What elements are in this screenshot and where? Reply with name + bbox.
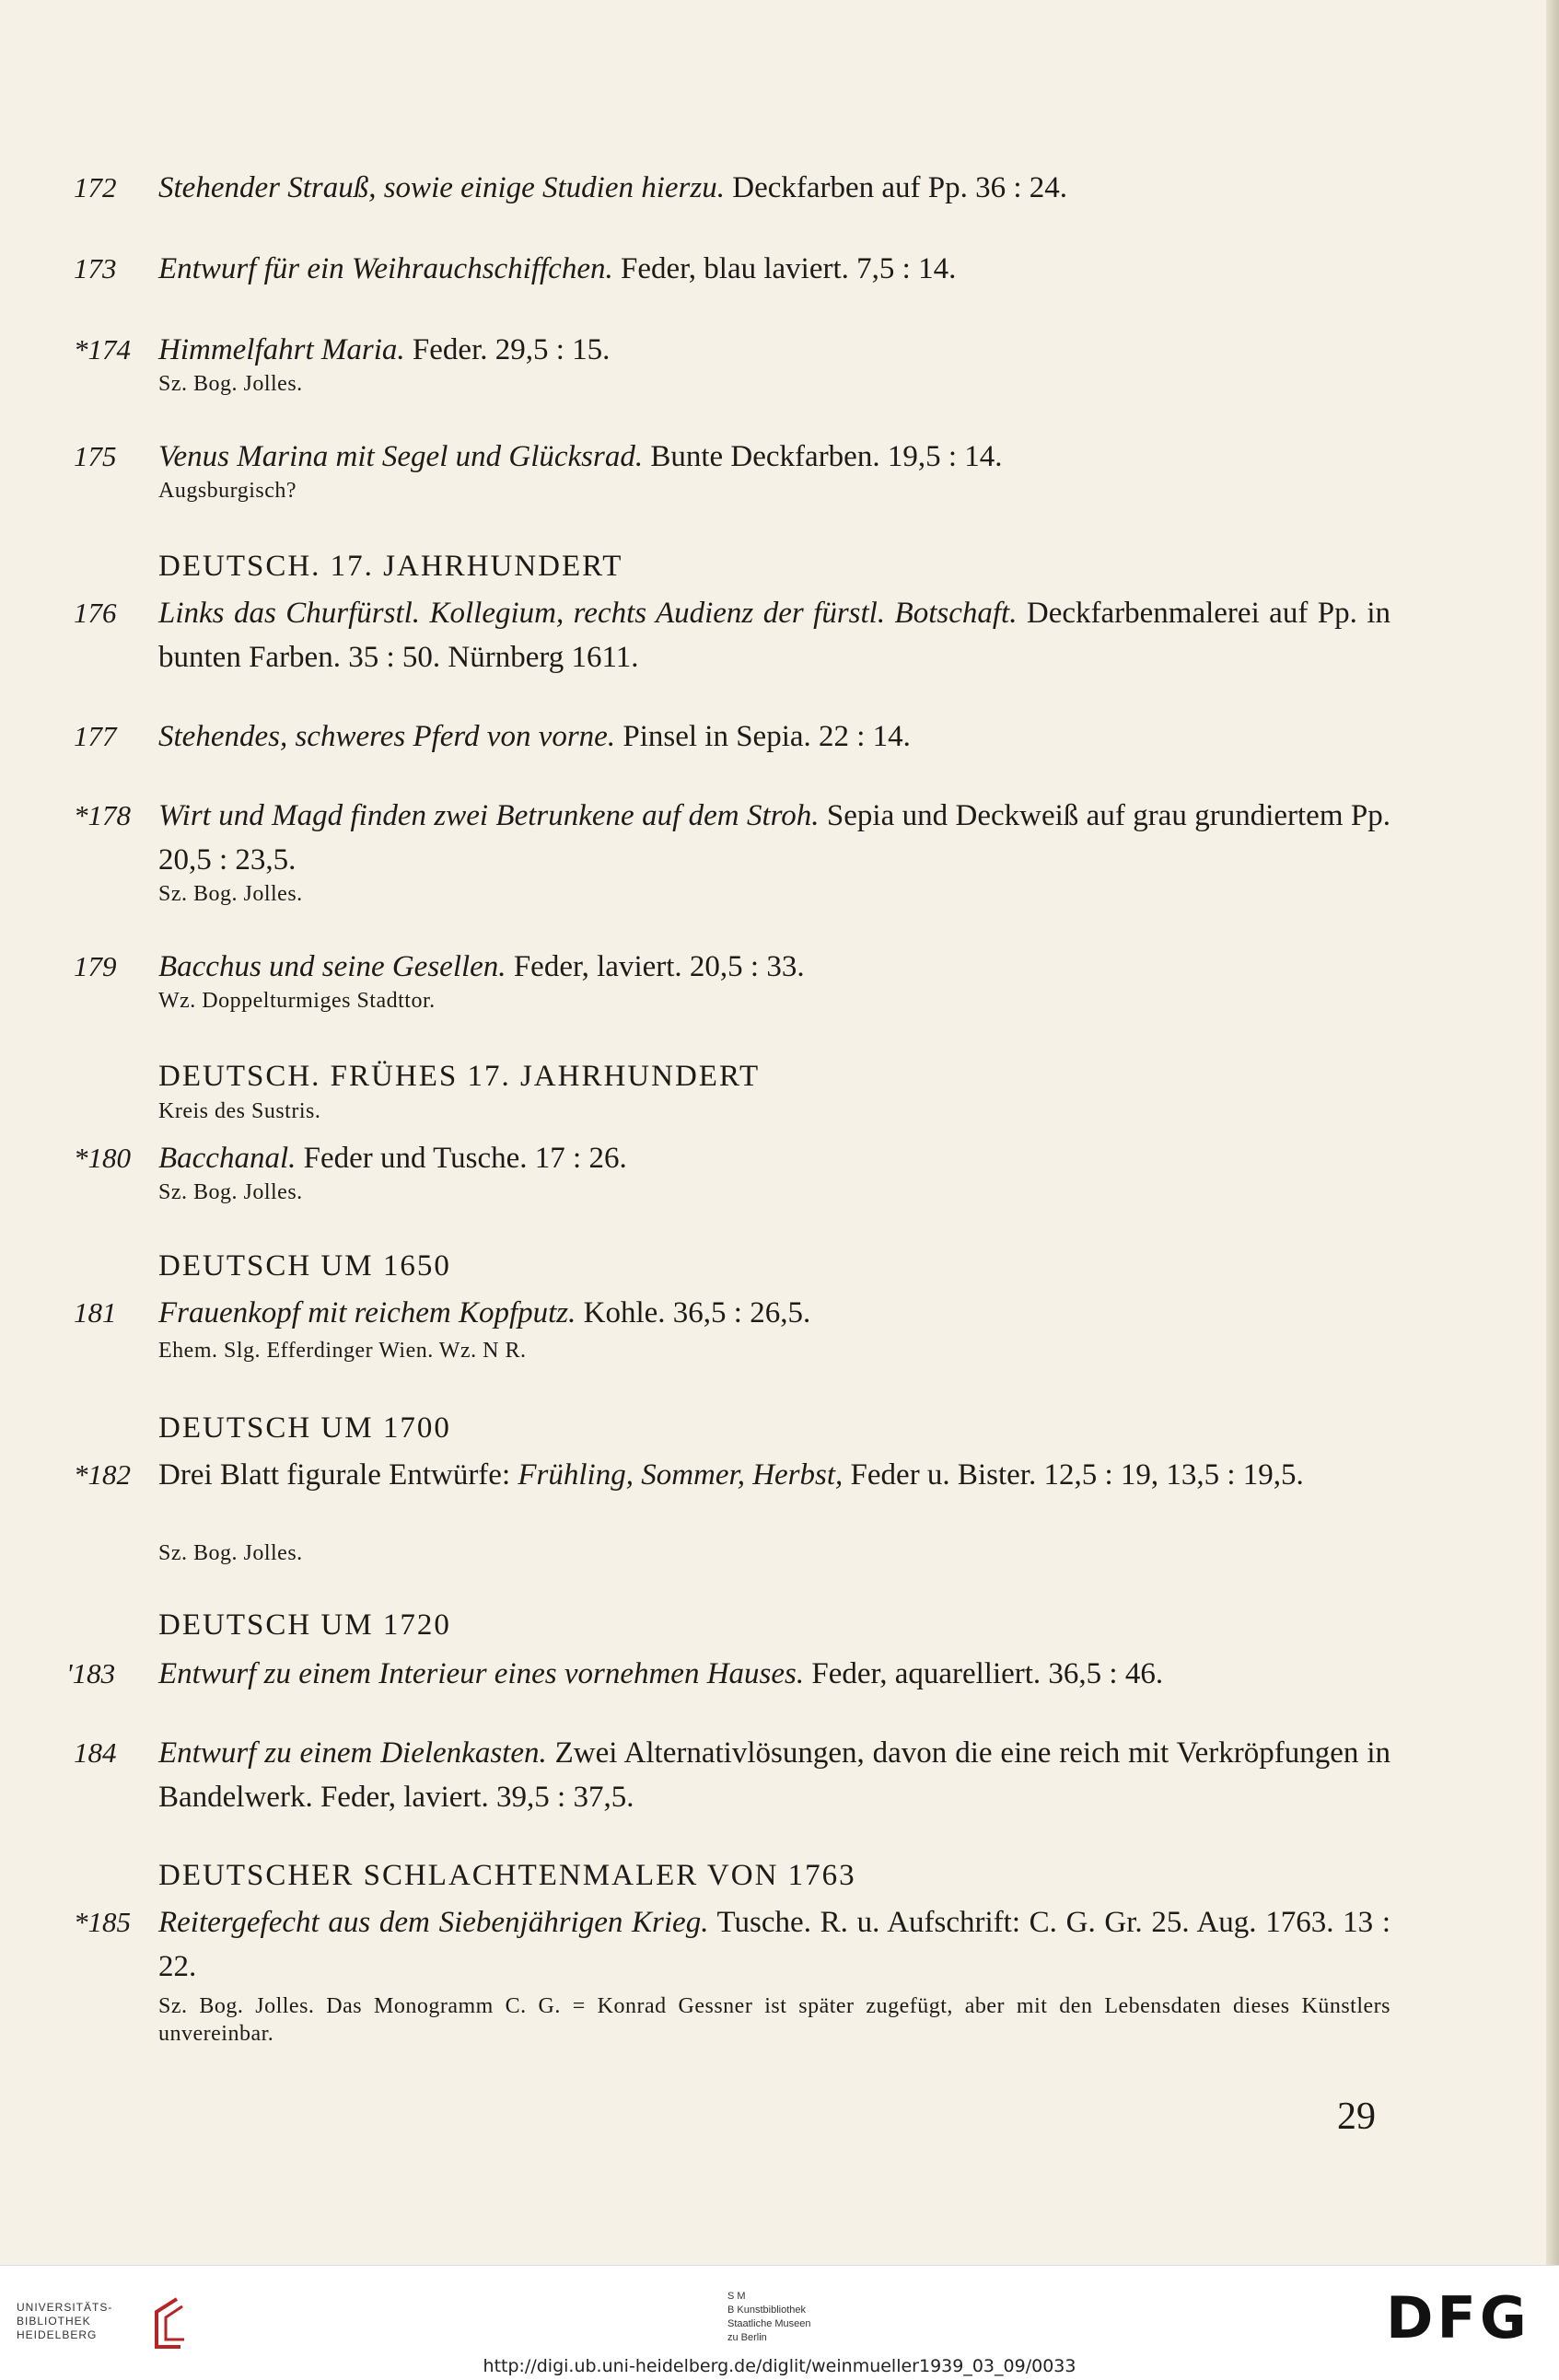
page-number: 29 bbox=[1337, 2096, 1376, 2138]
entry-number: 173 bbox=[74, 252, 117, 284]
entry-title: Entwurf für ein Weihrauchschiffchen. bbox=[158, 252, 613, 285]
entry-details: Tusche. R. u. Aufschrift: C. G. Gr. 25. Aug. 1763. 13 : 22. bbox=[158, 1906, 1390, 1983]
entry-note: Sz. Bog. Jolles. bbox=[158, 1541, 303, 1565]
entry-title: Links das Churfürstl. Kollegium, rechts Audienz der fürstl. Botschaft. bbox=[158, 597, 1018, 630]
entry-text bbox=[158, 1652, 1390, 1696]
university-logo-icon[interactable] bbox=[140, 2293, 195, 2352]
smb-line: S M bbox=[727, 2291, 746, 2302]
entry-number: 177 bbox=[74, 720, 117, 752]
entry-note: Sz. Bog. Jolles. Das Monogramm C. G. = Konrad Gessner ist später zugefügt, aber mit den Lebensdaten dieses Künstlers unvereinbar. bbox=[158, 1994, 1390, 2046]
entry-text bbox=[158, 945, 1390, 989]
entry-title: Bacchanal. bbox=[158, 1142, 297, 1175]
uni-line: BIBLIOTHEK bbox=[17, 2315, 91, 2328]
entry-number: *185 bbox=[74, 1906, 131, 1938]
entry-prefix: Drei Blatt figurale Entwürfe: bbox=[158, 1458, 518, 1492]
section-heading: DEUTSCH UM 1700 bbox=[158, 1411, 451, 1445]
entry-text bbox=[158, 435, 1390, 479]
entry-note: Augsburgisch? bbox=[158, 479, 297, 503]
section-heading: DEUTSCH UM 1650 bbox=[158, 1249, 451, 1283]
entry-text bbox=[158, 1136, 1390, 1180]
section-heading: DEUTSCH UM 1720 bbox=[158, 1608, 451, 1642]
smb-line: B Kunstbibliothek bbox=[727, 2305, 806, 2316]
smb-line: Staatliche Museen bbox=[727, 2318, 811, 2329]
entry-text bbox=[158, 247, 1390, 291]
entry-number: *178 bbox=[74, 799, 131, 831]
entry-details: Feder. 29,5 : 15. bbox=[404, 333, 611, 366]
entry-details: Sepia und Deckweiß auf grau grundiertem Pp. 20,5 : 23,5. bbox=[158, 799, 1390, 877]
entry-details: Feder und Tusche. 17 : 26. bbox=[296, 1142, 627, 1175]
entry-title: Bacchus und seine Gesellen. bbox=[158, 950, 506, 983]
entry-number: *182 bbox=[74, 1458, 131, 1491]
entry-text bbox=[158, 328, 1390, 372]
uni-line: HEIDELBERG bbox=[17, 2328, 98, 2341]
entry-number: *174 bbox=[74, 333, 131, 366]
smb-line: zu Berlin bbox=[727, 2332, 767, 2343]
entry-note: Sz. Bog. Jolles. bbox=[158, 1180, 303, 1204]
entry-details: Bunte Deckfarben. 19,5 : 14. bbox=[643, 440, 1003, 473]
entry-details: Zwei Alternativlösungen, davon die eine reich mit Verkröpfungen in Bandelwerk. Feder, laviert. 39,5 : 37,5. bbox=[158, 1736, 1390, 1814]
entry-text bbox=[158, 714, 1390, 759]
entry-text bbox=[158, 1731, 1390, 1819]
digitization-footer bbox=[0, 2265, 1559, 2380]
entry-note: Wz. Doppelturmiges Stadttor. bbox=[158, 989, 436, 1013]
section-heading: DEUTSCH. FRÜHES 17. JAHRHUNDERT bbox=[158, 1060, 761, 1093]
entry-text bbox=[158, 1291, 1390, 1335]
entry-number: 184 bbox=[74, 1736, 117, 1769]
entry-title: Stehender Strauß, sowie einige Studien hierzu. bbox=[158, 171, 725, 204]
section-heading: DEUTSCHER SCHLACHTENMALER VON 1763 bbox=[158, 1859, 856, 1892]
entry-details: Kohle. 36,5 : 26,5. bbox=[576, 1296, 811, 1329]
entry-note: Sz. Bog. Jolles. bbox=[158, 882, 303, 906]
entry-number: 172 bbox=[74, 171, 117, 203]
entry-number: *180 bbox=[74, 1142, 131, 1174]
entry-title: Entwurf zu einem Dielenkasten. bbox=[158, 1736, 547, 1770]
entry-text bbox=[158, 166, 1390, 210]
entry-title: Stehendes, schweres Pferd von vorne. bbox=[158, 720, 616, 753]
entry-title: Venus Marina mit Segel und Glücksrad. bbox=[158, 440, 644, 473]
entry-text bbox=[158, 1900, 1390, 1989]
entry-note: Ehem. Slg. Efferdinger Wien. Wz. N R. bbox=[158, 1339, 527, 1363]
entry-title: Frühling, Sommer, Herbst, bbox=[518, 1458, 843, 1492]
smb-library-label bbox=[727, 2290, 811, 2345]
dfg-logo[interactable]: DFG bbox=[1386, 2284, 1530, 2351]
uni-line: UNIVERSITÄTS- bbox=[17, 2301, 113, 2314]
entry-text bbox=[158, 794, 1390, 882]
entry-number: 179 bbox=[74, 950, 117, 982]
entry-details: Deckfarbenmalerei auf Pp. in bunten Farben. 35 : 50. Nürnberg 1611. bbox=[158, 597, 1390, 674]
entry-text bbox=[158, 1453, 1390, 1497]
entry-title: Himmelfahrt Maria. bbox=[158, 333, 405, 366]
entry-number: '183 bbox=[66, 1657, 116, 1689]
entry-note: Sz. Bog. Jolles. bbox=[158, 372, 303, 396]
section-note: Kreis des Sustris. bbox=[158, 1099, 321, 1123]
page-edge bbox=[1546, 0, 1559, 2265]
entry-title: Wirt und Magd finden zwei Betrunkene auf dem Stroh. bbox=[158, 799, 820, 832]
entry-details: Feder, laviert. 20,5 : 33. bbox=[506, 950, 805, 983]
entry-details: Feder u. Bister. 12,5 : 19, 13,5 : 19,5. bbox=[843, 1458, 1304, 1492]
entry-number: 176 bbox=[74, 597, 117, 629]
entry-details: Pinsel in Sepia. 22 : 14. bbox=[615, 720, 911, 753]
entry-number: 175 bbox=[74, 440, 117, 472]
entry-details: Feder, blau laviert. 7,5 : 14. bbox=[612, 252, 957, 285]
entry-details: Deckfarben auf Pp. 36 : 24. bbox=[725, 171, 1068, 204]
entry-title: Reitergefecht aus dem Siebenjährigen Krieg. bbox=[158, 1906, 709, 1939]
entry-title: Entwurf zu einem Interieur eines vornehmen Hauses. bbox=[158, 1657, 805, 1690]
section-heading: DEUTSCH. 17. JAHRHUNDERT bbox=[158, 550, 623, 583]
entry-title: Frauenkopf mit reichem Kopfputz. bbox=[158, 1296, 576, 1329]
entry-number: 181 bbox=[74, 1296, 117, 1329]
entry-details: Feder, aquarelliert. 36,5 : 46. bbox=[804, 1657, 1164, 1690]
entry-text bbox=[158, 591, 1390, 679]
source-url-link[interactable]: http://digi.ub.uni-heidelberg.de/diglit/weinmueller1939_03_09/0033 bbox=[483, 2356, 1076, 2376]
university-library-label bbox=[17, 2301, 112, 2342]
